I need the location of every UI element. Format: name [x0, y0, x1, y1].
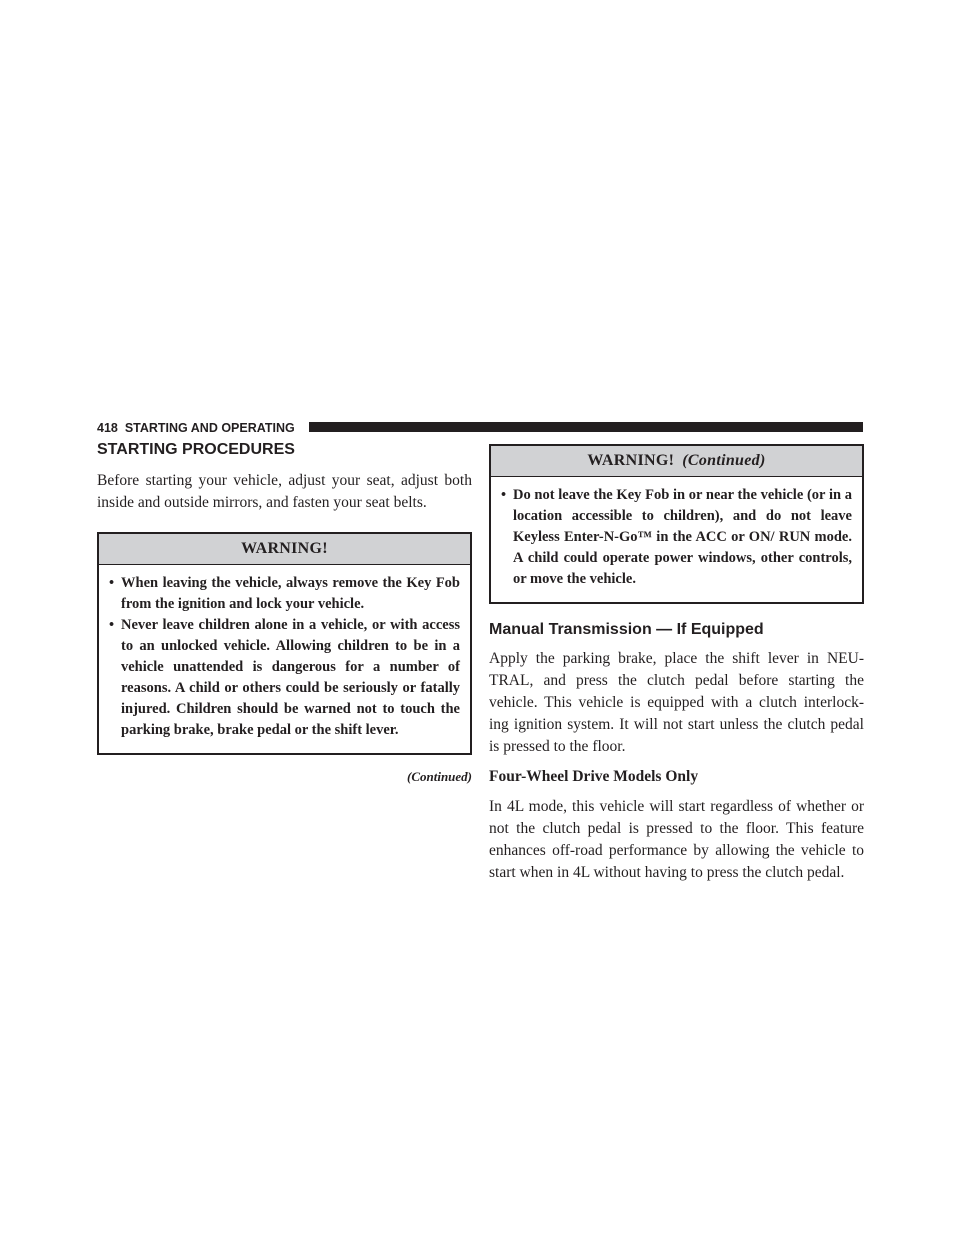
- bullet-icon: •: [109, 575, 115, 591]
- four-wheel-drive-paragraph: In 4L mode, this vehicle will start regardless of whether or not the clutch pedal is pressed to the floor. This feature enhances off-road performance by allowing the vehicle to start when in 4L without having to press the clutch pedal.: [489, 798, 864, 881]
- page-header: [97, 420, 863, 436]
- four-wheel-drive-title: Four-Wheel Drive Models Only: [489, 768, 699, 785]
- warning-item-text: When leaving the vehicle, always remove the Key Fob from the ignition and lock your vehicle.: [121, 575, 460, 612]
- left-column: [97, 440, 472, 785]
- warning-heading-suffix: (Continued): [682, 452, 766, 469]
- warning-heading: [99, 534, 470, 565]
- warning-item: [109, 573, 460, 615]
- intro-paragraph: Before starting your vehicle, adjust your seat, adjust both inside and outside mirrors, and fasten your seat belts.: [97, 472, 472, 511]
- section-name: STARTING AND OPERATING: [124, 421, 295, 435]
- page-number: 418: [97, 421, 118, 435]
- warning-heading-text: WARNING!: [241, 540, 328, 557]
- warning-list: [491, 477, 862, 602]
- warning-heading: [491, 446, 862, 477]
- warning-item: [501, 485, 852, 590]
- continued-note: (Continued): [406, 769, 472, 784]
- warning-box-continued: [489, 444, 864, 604]
- warning-box: [97, 532, 472, 755]
- warning-item: [109, 615, 460, 741]
- warning-heading-text: WARNING!: [587, 452, 675, 469]
- warning-list: [99, 565, 470, 753]
- right-column: [489, 444, 864, 884]
- manual-transmission-title: Manual Transmission — If Equipped: [489, 621, 764, 638]
- manual-transmission-paragraph: Apply the parking brake, place the shift lever in NEU- TRAL, and press the clutch pedal before starting the vehicle. This vehicle is equipped with a clutch interlock- ing ignition system. It will not start unless the clutch pedal is pressed to the floor.: [489, 650, 864, 755]
- warning-item-text: Do not leave the Key Fob in or near the vehicle (or in a location accessible to children), and do not leave Keyless Enter-N-Go™ in the ACC or ON/ RUN mode. A child could operate power windows, other controls, or move the vehicle.: [513, 487, 852, 587]
- bullet-icon: •: [109, 617, 115, 633]
- header-rule: [309, 422, 863, 432]
- page-header-text: [97, 420, 295, 436]
- warning-item-text: Never leave children alone in a vehicle, or with access to an unlocked vehicle. Allowing children to be in a vehicle unattended is dangerous for a number of reasons. A child or others could be seriously or fatally injured. Children should be warned not to touch the parking brake, brake pedal or the shift lever.: [121, 617, 460, 738]
- bullet-icon: •: [501, 487, 507, 503]
- section-title: STARTING PROCEDURES: [97, 441, 295, 458]
